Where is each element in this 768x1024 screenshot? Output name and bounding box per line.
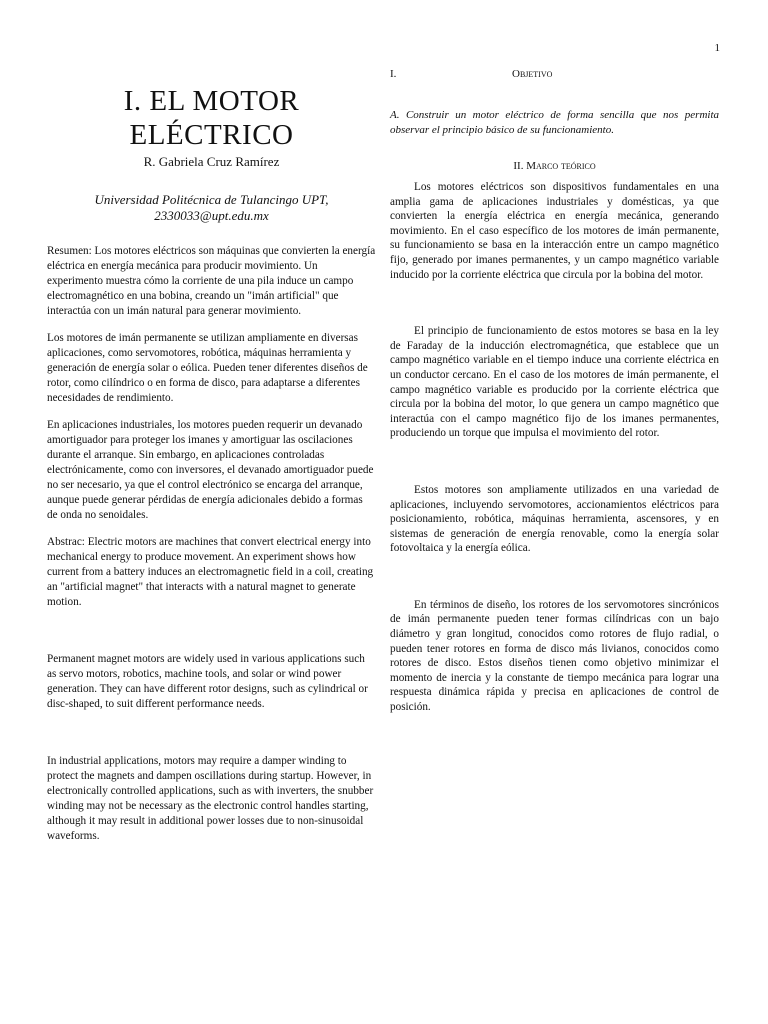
body-paragraph-es-2: En aplicaciones industriales, los motores pueden requerir un devanado amortiguador para proteger los imanes y amortiguar las oscilaciones durante el arranque. Sin embargo, en aplicaciones controladas electrónicamente, como con inversores, el devanado amortiguador puede no ser necesario, ya que el control electrónico se encarga del arranque, aunque puede generar pérdidas de energía adicionales debido a formas de onda no senoidales.	[47, 419, 374, 521]
theory-paragraph-1: Los motores eléctricos son dispositivos fundamentales en una amplia gama de aplicaciones industriales y domésticas, ya que convierten la energía eléctrica en energía mecánica, generando movimiento. En el caso específico de los motores de imán permanente, su funcionamiento se basa en la interacción entre un campo magnético fijo, generado por imanes permanentes, y un campo magnético variable inducido por la corriente eléctrica que circula por la bobina del motor.	[390, 181, 719, 281]
title-line-1: I. EL MOTOR	[123, 85, 300, 117]
affiliation-email: 2330033@upt.edu.mx	[154, 208, 269, 223]
body-paragraph-en-1: Permanent magnet motors are widely used in various applications such as servo motors, robotics, machine tools, and solar or wind power generation. They can have different rotor designs, such as cylindrical or disc-shaped, to suit different performance needs.	[47, 653, 368, 710]
affiliation-university: Universidad Politécnica de Tulancingo UPT,	[94, 192, 329, 207]
section-number: I.	[390, 68, 397, 80]
objective-subsection: A. Construir un motor eléctrico de forma sencilla que nos permita observar el principio básico de su funcionamiento.	[390, 109, 719, 136]
author-affiliation	[47, 192, 376, 224]
resumen-paragraph: Resumen: Los motores eléctricos son máquinas que convierten la energía eléctrica en energía mecánica para producir movimiento. Un experimento muestra cómo la corriente de una pila induce un campo electromagnético en una bobina, creando un "imán artificial" que interactúa con un imán natural para generar movimiento.	[47, 245, 376, 317]
title-line-2: ELÉCTRICO	[129, 119, 294, 151]
right-column	[390, 64, 719, 715]
left-column	[47, 84, 376, 844]
section-title: Objetivo	[512, 68, 553, 80]
page-number: 1	[714, 42, 720, 54]
body-paragraph-es-1: Los motores de imán permanente se utilizan ampliamente en diversas aplicaciones, como servomotores, robótica, máquinas herramienta y generación de energía solar o eólica. Pueden tener diferentes diseños de rotor, como cilíndrico o en forma de disco, para adaptarse a diferentes necesidades de rendimiento.	[47, 332, 368, 404]
paper-title	[47, 84, 376, 152]
author-name: R. Gabriela Cruz Ramírez	[143, 154, 280, 169]
body-paragraph-en-2: In industrial applications, motors may require a damper winding to protect the magnets and dampen oscillations during startup. However, in electronically controlled applications, such as with inverters, the snubber winding may not be necessary as the electronic control handles starting, although it may result in additional power losses due to non-sinusoidal waveforms.	[47, 755, 374, 842]
abstract-paragraph: Abstrac: Electric motors are machines that convert electrical energy into mechanical energy to produce movement. An experiment shows how current from a battery induces an electromagnetic field in a coil, creating an "artificial magnet" that interacts with a natural magnet to generate motion.	[47, 536, 374, 608]
section-heading-marco-teorico: II. Marco teórico	[513, 160, 596, 172]
theory-paragraph-3: Estos motores son ampliamente utilizados en una variedad de aplicaciones, incluyendo servomotores, accionamientos eléctricos para posicionamiento, robótica, máquinas herramienta, ascensores, y en sistemas de generación de energía renovable, como la energía solar fotovoltaica y la energía eólica.	[390, 483, 719, 555]
theory-paragraph-2: El principio de funcionamiento de estos motores se basa en la ley de Faraday de la inducción electromagnética, que establece que un campo magnético variable en el tiempo induce una corriente eléctrica en un conductor cercano. En el caso de los motores de imán permanente, el campo magnético variable es producido por la corriente eléctrica que circula por la bobina del motor, lo que genera un campo magnético que interactúa con el campo magnético fijo de los imanes permanentes, produciendo un torque que impulsa el movimiento del rotor.	[390, 325, 719, 440]
section-heading-objetivo	[390, 68, 719, 80]
theory-paragraph-4: En términos de diseño, los rotores de los servomotores sincrónicos de imán permanente pueden tener formas cilíndricas con un bajo diámetro y gran longitud, conocidos como rotores de flujo radial, o pueden tener rotores en forma de disco más livianos, conocidos como rotores de disco. Estos diseños tienen como objetivo minimizar el momento de inercia y la constante de tiempo mecánica para lograr una respuesta dinámica rápida y precisa en aplicaciones de control de posición.	[390, 598, 719, 714]
